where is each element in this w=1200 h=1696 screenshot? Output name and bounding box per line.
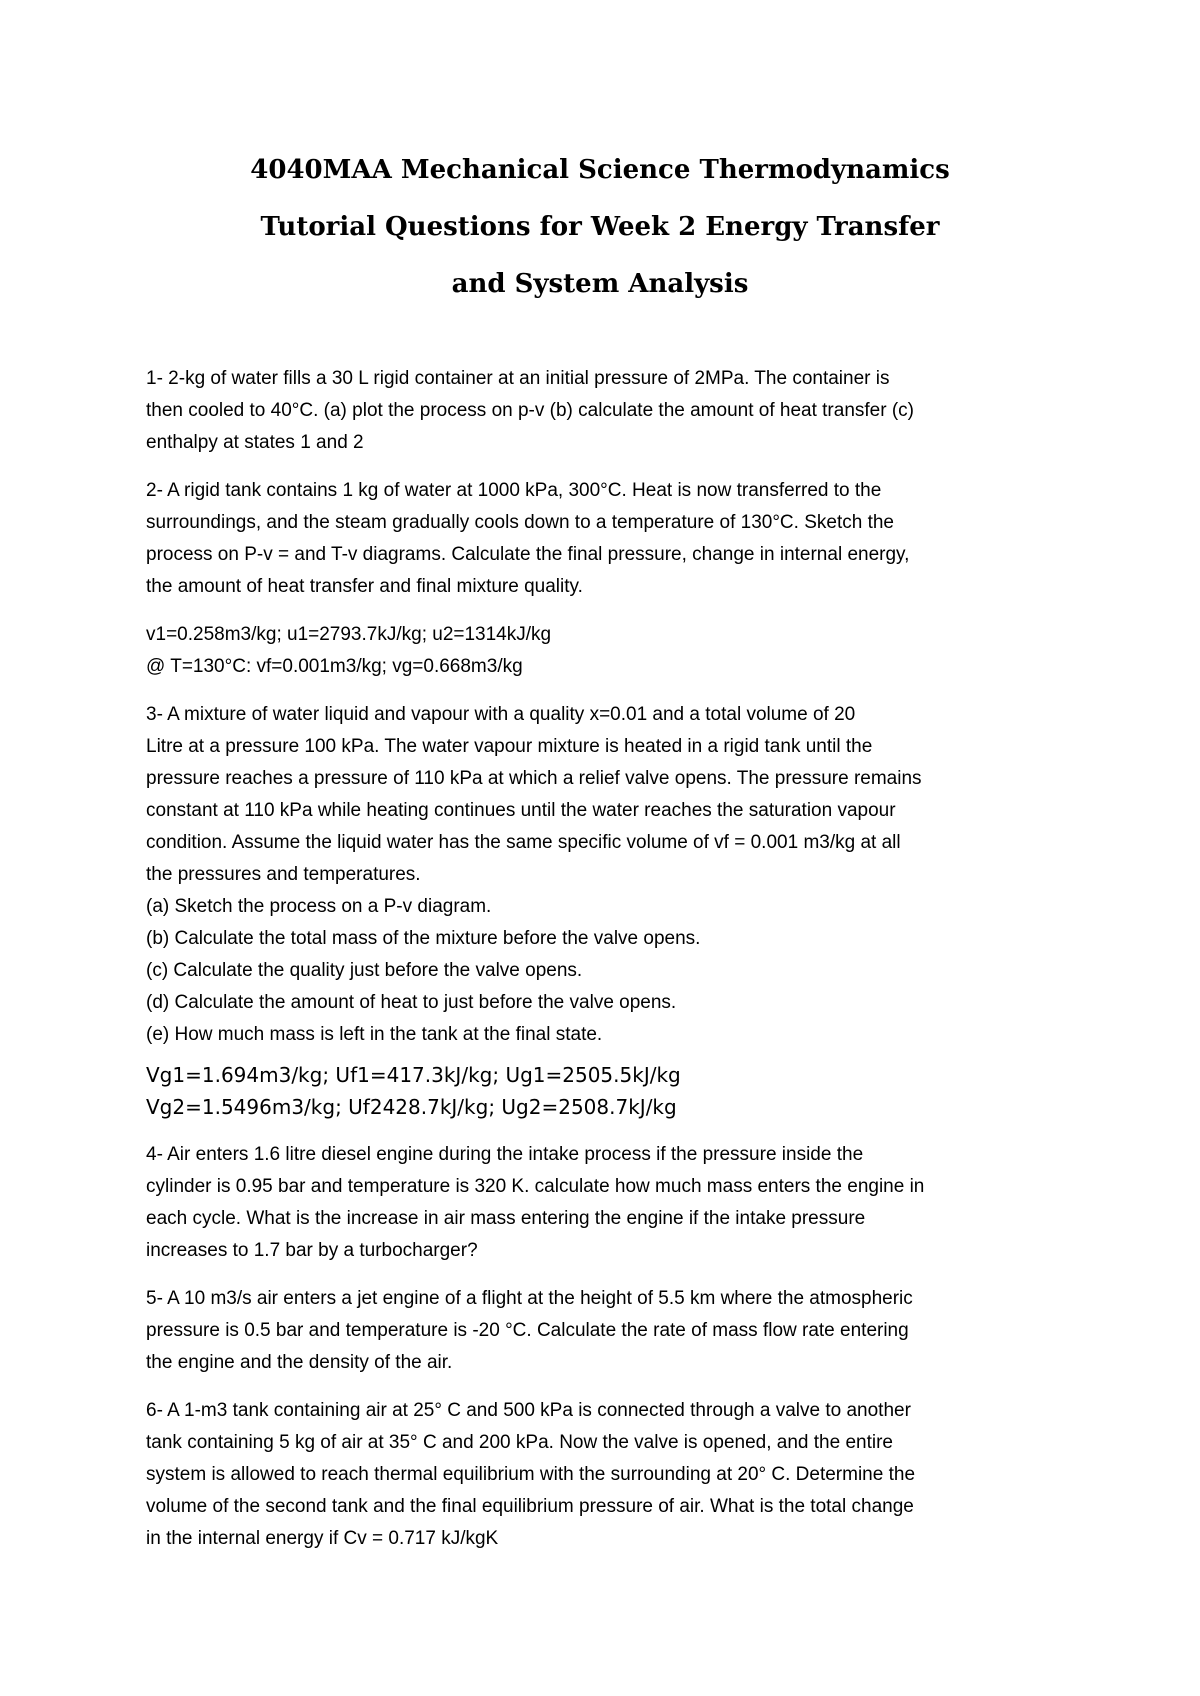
question-line: pressure is 0.5 bar and temperature is -20 °C. Calculate the rate of mass flow rate entering: [146, 1320, 909, 1341]
question-line: surroundings, and the steam gradually cools down to a temperature of 130°C. Sketch the: [146, 512, 894, 533]
question-1: [146, 363, 1066, 459]
question-line: Litre at a pressure 100 kPa. The water vapour mixture is heated in a rigid tank until the: [146, 736, 873, 757]
question-subpart-c: (c) Calculate the quality just before the valve opens.: [146, 960, 583, 981]
data-line: v1=0.258m3/kg; u1=2793.7kJ/kg; u2=1314kJ/kg: [146, 624, 552, 645]
question-5: [146, 1283, 1066, 1379]
question-6: [146, 1395, 1066, 1555]
question-line: in the internal energy if Cv = 0.717 kJ/kgK: [146, 1528, 499, 1549]
question-line: increases to 1.7 bar by a turbocharger?: [146, 1240, 478, 1261]
question-subpart-d: (d) Calculate the amount of heat to just before the valve opens.: [146, 992, 677, 1013]
question-line: 3- A mixture of water liquid and vapour with a quality x=0.01 and a total volume of 20: [146, 704, 856, 725]
question-line: cylinder is 0.95 bar and temperature is 320 K. calculate how much mass enters the engine in: [146, 1176, 925, 1197]
question-line: pressure reaches a pressure of 110 kPa at which a relief valve opens. The pressure remains: [146, 768, 922, 789]
data-line: @ T=130°C: vf=0.001m3/kg; vg=0.668m3/kg: [146, 656, 523, 677]
data-line: Vg2=1.5496m3/kg; Uf2428.7kJ/kg; Ug2=2508.7kJ/kg: [146, 1095, 677, 1119]
question-subpart-b: (b) Calculate the total mass of the mixture before the valve opens.: [146, 928, 701, 949]
question-line: system is allowed to reach thermal equilibrium with the surrounding at 20° C. Determine the: [146, 1464, 916, 1485]
data-line: Vg1=1.694m3/kg; Uf1=417.3kJ/kg; Ug1=2505.5kJ/kg: [146, 1063, 681, 1087]
document-title: [0, 142, 1200, 313]
question-line: process on P-v = and T-v diagrams. Calculate the final pressure, change in internal energy,: [146, 544, 910, 565]
question-line: 1- 2-kg of water fills a 30 L rigid container at an initial pressure of 2MPa. The container is: [146, 368, 890, 389]
question-line: the pressures and temperatures.: [146, 864, 421, 885]
question-3: [146, 699, 1066, 1051]
question-line: tank containing 5 kg of air at 35° C and 200 kPa. Now the valve is opened, and the entire: [146, 1432, 893, 1453]
question-subpart-e: (e) How much mass is left in the tank at the final state.: [146, 1024, 603, 1045]
question-line: 5- A 10 m3/s air enters a jet engine of a flight at the height of 5.5 km where the atmospheric: [146, 1288, 913, 1309]
title-line-1: 4040MAA Mechanical Science Thermodynamics: [250, 155, 950, 185]
questions-body: [146, 363, 1066, 1571]
question-line: constant at 110 kPa while heating continues until the water reaches the saturation vapour: [146, 800, 896, 821]
question-line: then cooled to 40°C. (a) plot the process on p-v (b) calculate the amount of heat transfer (c): [146, 400, 914, 421]
question-2: [146, 475, 1066, 603]
title-line-2: Tutorial Questions for Week 2 Energy Transfer: [260, 212, 940, 242]
question-line: the engine and the density of the air.: [146, 1352, 453, 1373]
question-2-data: [146, 619, 1066, 683]
question-subpart-a: (a) Sketch the process on a P-v diagram.: [146, 896, 492, 917]
question-line: 2- A rigid tank contains 1 kg of water at 1000 kPa, 300°C. Heat is now transferred to the: [146, 480, 882, 501]
question-4: [146, 1139, 1066, 1267]
question-line: enthalpy at states 1 and 2: [146, 432, 364, 453]
title-line-3: and System Analysis: [451, 269, 749, 299]
question-line: 6- A 1-m3 tank containing air at 25° C and 500 kPa is connected through a valve to another: [146, 1400, 911, 1421]
question-line: the amount of heat transfer and final mixture quality.: [146, 576, 583, 597]
question-line: 4- Air enters 1.6 litre diesel engine during the intake process if the pressure inside the: [146, 1144, 864, 1165]
question-line: condition. Assume the liquid water has the same specific volume of vf = 0.001 m3/kg at all: [146, 832, 901, 853]
question-line: volume of the second tank and the final equilibrium pressure of air. What is the total change: [146, 1496, 914, 1517]
question-3-data: [146, 1059, 1066, 1123]
question-line: each cycle. What is the increase in air mass entering the engine if the intake pressure: [146, 1208, 866, 1229]
